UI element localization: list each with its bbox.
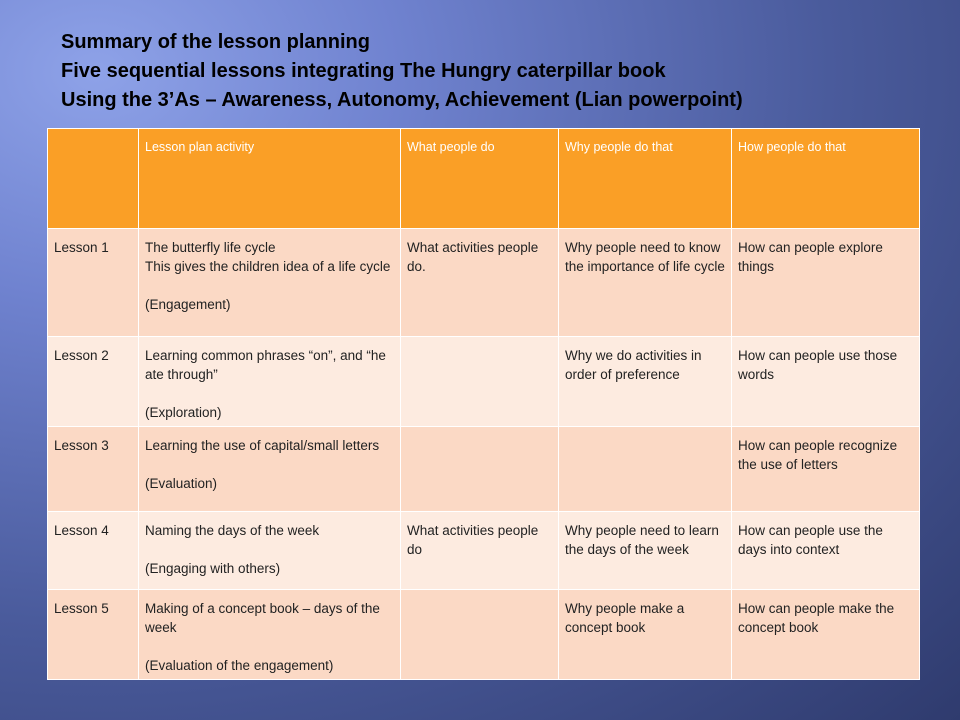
table-row [48,427,920,512]
activity-line [145,540,396,559]
why-cell: Why people need to know the importance of life cycle [559,229,732,337]
how-cell: How can people use those words [732,337,920,427]
header-activity: Lesson plan activity [139,129,401,229]
what-cell: What activities people do. [401,229,559,337]
activity-line: Making of a concept book – days of the week [145,601,380,635]
header-how: How people do that [732,129,920,229]
title-line-3: Using the 3’As – Awareness, Autonomy, Achievement (Lian powerpoint) [61,89,743,111]
lesson-label: Lesson 4 [48,512,139,590]
lesson-plan-table [47,128,920,680]
title-line-2: Five sequential lessons integrating The Hungry caterpillar book [61,60,666,82]
activity-line: (Exploration) [145,405,222,420]
table-row [48,229,920,337]
what-cell [401,337,559,427]
activity-line: Learning the use of capital/small letters [145,438,380,453]
activity-line [145,637,396,656]
activity-cell [139,590,401,680]
lesson-label: Lesson 2 [48,337,139,427]
what-cell: What activities people do [401,512,559,590]
how-cell: How can people recognize the use of letters [732,427,920,512]
activity-line [145,384,396,403]
table-row [48,337,920,427]
activity-line: Learning common phrases “on”, and “he ate through” [145,348,386,382]
activity-line: (Engaging with others) [145,561,281,576]
how-cell: How can people use the days into context [732,512,920,590]
title-line-1: Summary of the lesson planning [61,31,370,53]
how-cell: How can people make the concept book [732,590,920,680]
activity-line: (Evaluation) [145,476,218,491]
activity-line: (Evaluation of the engagement) [145,658,334,673]
lesson-label: Lesson 3 [48,427,139,512]
why-cell: Why people make a concept book [559,590,732,680]
activity-cell [139,427,401,512]
lesson-label: Lesson 5 [48,590,139,680]
activity-cell [139,512,401,590]
activity-cell [139,337,401,427]
activity-line: (Engagement) [145,297,231,312]
table-row [48,590,920,680]
what-cell [401,427,559,512]
header-why: Why people do that [559,129,732,229]
table-header-row [48,129,920,229]
activity-line [145,276,396,295]
activity-cell [139,229,401,337]
table-row [48,512,920,590]
header-blank [48,129,139,229]
lesson-label: Lesson 1 [48,229,139,337]
slide-title [61,28,941,115]
why-cell: Why we do activities in order of preference [559,337,732,427]
activity-line: This gives the children idea of a life cycle [145,259,391,274]
activity-line [145,455,396,474]
what-cell [401,590,559,680]
how-cell: How can people explore things [732,229,920,337]
header-what: What people do [401,129,559,229]
why-cell: Why people need to learn the days of the week [559,512,732,590]
activity-line: Naming the days of the week [145,523,320,538]
activity-line: The butterfly life cycle [145,240,276,255]
why-cell [559,427,732,512]
